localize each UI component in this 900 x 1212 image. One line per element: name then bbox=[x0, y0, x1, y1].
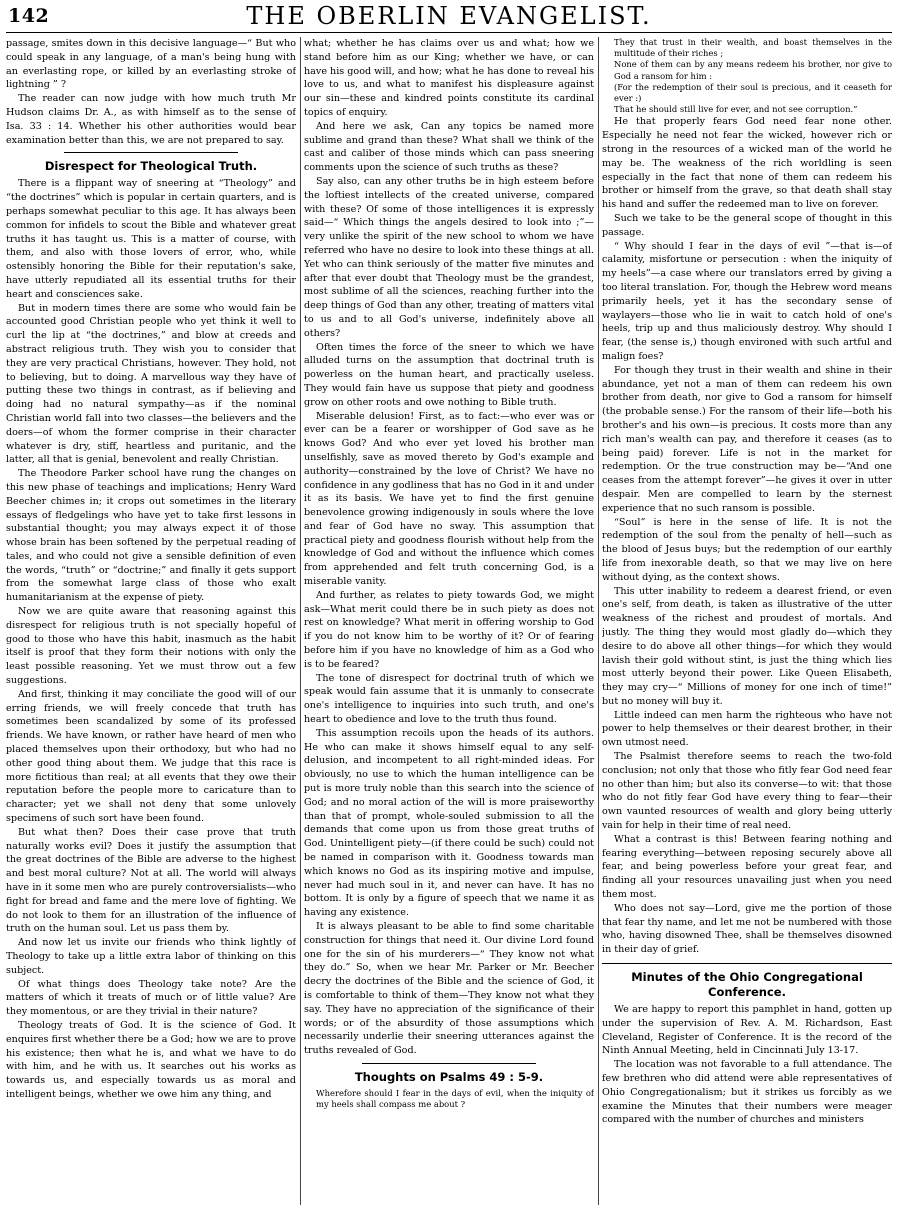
section-divider bbox=[362, 1063, 536, 1064]
section-divider bbox=[602, 963, 892, 964]
paragraph: Who does not say—Lord, give me the portion of those that fear thy name, and let me not be numbered with those who, having disowned Thee, shall be themselves disowned in their day of grief. bbox=[602, 902, 892, 956]
paragraph: And here we ask, Can any topics be named more sublime and grand than these? What shall we think of the cast and caliber of those minds which can pass sneering comments upon the science of such truths as these? bbox=[304, 120, 594, 174]
paragraph: The Theodore Parker school have rung the changes on this new phase of teachings and implications; Henry Ward Beecher chimes in; it crops out sometimes in the literary essays of fledgelings who have yet to take first lessons in substantial thought; you may always expect it of those whose brain has been softened by the perpetual reading of tales, and who could not give a sensible definition of even the words, “truth” or “doctrine;” and finally it gets support from the somewhat large class of those who exalt humanitarianism at the expense of piety. bbox=[6, 468, 296, 604]
section-divider bbox=[64, 152, 238, 153]
column-3 bbox=[602, 37, 892, 1205]
paragraph: what; whether he has claims over us and what; how we stand before him as our King; whether we have, or can have his good will, and how; what he has done to reveal his love to us, and what to manifest his displeasure against our sin—these and kindred points constitute its cardinal topics of enquiry. bbox=[304, 38, 594, 118]
paragraph: It is always pleasant to be able to find some charitable construction for things that need it. Our divine Lord found one for the sin of his murderers—“ They know not what they do.” So, when we hear Mr. Parker or Mr. Beecher decry the doctrines of the Bible and the science of God, it is comfortable to think of them—They know not what they say. They have no appreciation of the significance of their words; or of the absurdity of those assumptions which necessarily underlie their sneering utterances against the truths revealed of God. bbox=[304, 921, 594, 1057]
paragraph: This utter inability to redeem a dearest friend, or even one's self, from death, is taken as illustrative of the utter weakness of the richest and proudest of mortals. And justly. The thing they would most gladly do—which they desire to do above all other things—for which they would lavish their gold without stint, is just the thing which lies most utterly beyond their power. Like Queen Elisabeth, they may cry—“ Millions of money for one inch of time!” but no money will buy it. bbox=[602, 585, 892, 707]
paragraph: There is a flippant way of sneering at “Theology” and “the doctrines” which is popular in certain quarters, and is perhaps somewhat peculiar to this age. It has always been common for infidels to scout the Bible and whatever great truths it has taught us. This is a matter of course, with them, and also with those lovers of error, who, while ostensibly honoring the Bible for their reputation's sake, have utterly repudiated all its essential truths for their heart and consciences sake. bbox=[6, 178, 296, 300]
scripture-verse bbox=[602, 37, 892, 115]
paragraph: Now we are quite aware that reasoning against this disrespect for religious truth is not specially hopeful of good to those who have this habit, inasmuch as the habit itself is proof that they form their notions with only the least possible reasoning. Yet we must throw out a few suggestions. bbox=[6, 606, 296, 687]
paragraph: Miserable delusion! First, as to fact:—who ever was or ever can be a fearer or worshipper of God save as he knows God? And who ever yet loved his brother man unselfishly, save as moved thereto by God's example and authority—constrained by the love of Christ? We have no confidence in any godliness that has no God in it and under it as its basis. We have yet to find the first genuine benevolence growing indigenously in souls where the love and fear of God have no sway. This assumption that practical piety and goodness flourish without help from the knowledge of God and without the influence which comes from apprehended and felt truth concerning God, is a miserable vanity. bbox=[304, 410, 594, 588]
paragraph: We are happy to report this pamphlet in hand, gotten up under the supervision of Rev. A. M. Richardson, East Cleveland, Register of Conference. It is the record of the Ninth Annual Meeting, held in Cincinnati July 13-17. bbox=[602, 1004, 892, 1057]
article-heading: Disrespect for Theological Truth. bbox=[44, 159, 258, 174]
verse-line: (For the redemption of their soul is precious, and it ceaseth for ever :) bbox=[614, 81, 892, 104]
paragraph: And further, as relates to piety towards God, we might ask—What merit could there be in such piety as does not rest on knowledge? What merit in offering worship to God if you do not know him to be worthy of it? Or of fearing before him if you have no knowledge of him as a God who is to be feared? bbox=[304, 589, 594, 670]
paragraph: The reader can now judge with how much truth Mr Hudson claims Dr. A., as with himself as to the sense of Isa. 33 : 14. Whether his other authorities would bear examination better than this, we are not prepared to say. bbox=[6, 93, 296, 146]
verse-line: None of them can by any means redeem his brother, nor give to God a ransom for him : bbox=[614, 59, 892, 81]
page-header bbox=[6, 2, 892, 33]
paragraph: And now let us invite our friends who think lightly of Theology to take up a little extra labor of thinking on this subject. bbox=[6, 937, 296, 976]
paragraph: This assumption recoils upon the heads of its authors. He who can make it shows himself equal to any self-delusion, and incompetent to all right-minded ideas. For obviously, no use to which the human intelligence can be put is more truly noble than this search into the science of God; and no moral action of the will is more praiseworthy than that of prompt, whole-souled submission to all the demands that come upon us from those great truths of God. Unintelligent piety—(if there could be such) could not be named in comparison with it. Goodness towards man which knows no God as its inspiring motive and impulse, never had much soul in it, and never can have. It has no bottom. It is only by a figure of speech that we name it as having any existence. bbox=[304, 727, 594, 919]
verse-line: They that trust in their wealth, and boast themselves in the multitude of their riches ; bbox=[614, 37, 892, 59]
paragraph: But in modern times there are some who would fain be accounted good Christian people who yet think it well to curl the lip at “the doctrines,” and blow at creeds and abstract religious truth. They wish you to consider that they are very practical Christians, however. They hold, not to believing, but to doing. A marvellous way they have of putting these two things in contrast, as if believing and doing had no natural sympathy—as if the nominal Christian world fall into two classes—the believers and the doers—of whom the former comprise in their character whatever is dry, stiff, heartless and puritanic, and the latter, all that is genial, benevolent and really Christian. bbox=[6, 302, 296, 466]
paragraph: But what then? Does their case prove that truth naturally works evil? Does it justify the assumption that the great doctrines of the Bible are adverse to the highest and best moral culture? Not at all. The world will always have in it some men who are purely controversialists—who fight for bread and fame and the mere love of fighting. We do not look to them for an illustration of the influence of truth on the human soul. Let us pass them by. bbox=[6, 826, 296, 935]
verse-line: That he should still live for ever, and not see corruption.” bbox=[614, 104, 858, 115]
columns bbox=[6, 37, 892, 1205]
scripture-verse bbox=[304, 1088, 594, 1110]
column-2 bbox=[304, 37, 594, 1205]
paragraph: passage, smites down in this decisive language—“ But who could speak in any language, of a man's being hung with an everlasting rope, or killed by an everlasting stroke of lightning ” ? bbox=[6, 38, 296, 91]
article-heading: Thoughts on Psalms 49 : 5-9. bbox=[354, 1069, 544, 1084]
paragraph: What a contrast is this! Between fearing nothing and fearing everything—between reposing securely above all fear, and being powerless before your great fear, and finding all your resources unavailing just when you need them most. bbox=[602, 833, 892, 901]
paragraph: For though they trust in their wealth and shine in their abundance, yet not a man of them can redeem his own brother from death, nor give to God a ransom for himself (the probable sense.) For the ransom of their life—both his brother's and his own—is precious. It costs more than any rich man's wealth can pay, and therefore it ceases (as to being paid) forever. Life is not in the market for redemption. Or the true construction may be—“And one ceases from the attempt forever”—he gives it over in utter despair. Men are compelled to learn by the sternest experience that no such ransom is possible. bbox=[602, 364, 892, 514]
paragraph: Say also, can any other truths be in high esteem before the loftiest intellects of the created universe, compared with these? Of some of those intelligences it is expressly said—“ Which things the angels desired to look into ;”—very unlike the spirit of the new school to whom we have referred who have no desire to look into these things at all. Yet who can think seriously of the matter five minutes and after that ever doubt that Theology must be the grandest, most sublime of all the sciences, reaching further into the deep things of God than any other, treating of matters vital to us and to all God's universe, indefinitely above all others? bbox=[304, 175, 594, 339]
paragraph: Often times the force of the sneer to which we have alluded turns on the assumption that doctrinal truth is powerless on the human heart, and practically useless. They would fain have us suppose that piety and goodness grow on other roots and owe nothing to Bible truth. bbox=[304, 341, 594, 408]
column-divider bbox=[598, 37, 599, 1205]
paragraph: Little indeed can men harm the righteous who have not power to help themselves or their dearest brother, in their own utmost need. bbox=[602, 709, 892, 749]
paragraph: The Psalmist therefore seems to reach the two-fold conclusion; not only that those who fitly fear God need fear no other than him; but also its converse—to wit: that those who do not fitly fear God have every thing to fear—their own vaunted resources of wealth and glory being utterly vain for help in their time of real need. bbox=[602, 751, 892, 832]
column-divider bbox=[300, 37, 301, 1205]
paragraph: The location was not favorable to a full attendance. The few brethren who did attend were able representatives of Ohio Congregationalism; but it strikes us forcibly as we examine the Minutes that their numbers were meager compared with the number of churches and ministers bbox=[602, 1059, 892, 1126]
paragraph: Such we take to be the general scope of thought in this passage. bbox=[602, 213, 892, 238]
paragraph: Of what things does Theology take note? Are the matters of which it treats of much or of little value? Are they momentous, or are they trivial in their nature? bbox=[6, 978, 296, 1018]
paragraph: “Soul” is here in the sense of life. It is not the redemption of the soul from the penalty of hell—such as the blood of Jesus buys; but the redemption of our earthly life from inexorable death, so that we may live on here without dying, as the context shows. bbox=[602, 516, 892, 583]
paragraph: Theology treats of God. It is the science of God. It enquires first whether there be a God; how we are to prove his existence; then what he is, and what we have to do with him, and he with us. It searches out his works as towards us, and especially towards us as moral and intelligent beings, whether we owe him any thing, and bbox=[6, 1019, 296, 1100]
paragraph: He that properly fears God need fear none other. Especially he need not fear the wicked, however rich or strong in the resources of a wicked man of the world he may be. The weakness of the rich worldling is seen especially in the fact that none of them can redeem his brother or himself from the grave, so that death shall stay his hand and suffer the redeemed man to live on forever. bbox=[602, 116, 892, 211]
masthead-title: THE OBERLIN EVANGELIST. bbox=[246, 2, 652, 30]
paragraph: The tone of disrespect for doctrinal truth of which we speak would fain assume that it is unmanly to consecrate one's intelligence to inquiries into such truth, and one's heart to obedience and love to the truth thus found. bbox=[304, 672, 594, 726]
page-number: 142 bbox=[8, 5, 50, 27]
verse-line: Wherefore should I fear in the days of evil, when the iniquity of my heels shall compass me about ? bbox=[316, 1087, 594, 1110]
column-1 bbox=[6, 37, 296, 1205]
paragraph: “ Why should I fear in the days of evil ”—that is—of calamity, misfortune or persecution : when the iniquity of my heels”—a case where our translators erred by giving a too literal translation. For, though the Hebrew word means primarily heels, yet it has the secondary sense of waylayers—those who lie in wait to catch hold of one's heels, trip up and thus maliciously destroy. Why should I fear, (the sense is,) though environed with such artful and malign foes? bbox=[602, 240, 892, 362]
article-heading: Minutes of the Ohio Congregational Conference. bbox=[631, 970, 863, 1000]
paragraph: And first, thinking it may conciliate the good will of our erring friends, we will freely concede that truth has sometimes been scandalized by some of its professed friends. We have known, or rather have heard of men who placed themselves upon their orthodoxy, but who had no other good thing about them. We judge that this race is more fictitious than real; at all events that they owe their reputation before the people more to caricature than to character; yet we shall not deny that some unlovely specimens of such sort have been found. bbox=[6, 688, 296, 825]
